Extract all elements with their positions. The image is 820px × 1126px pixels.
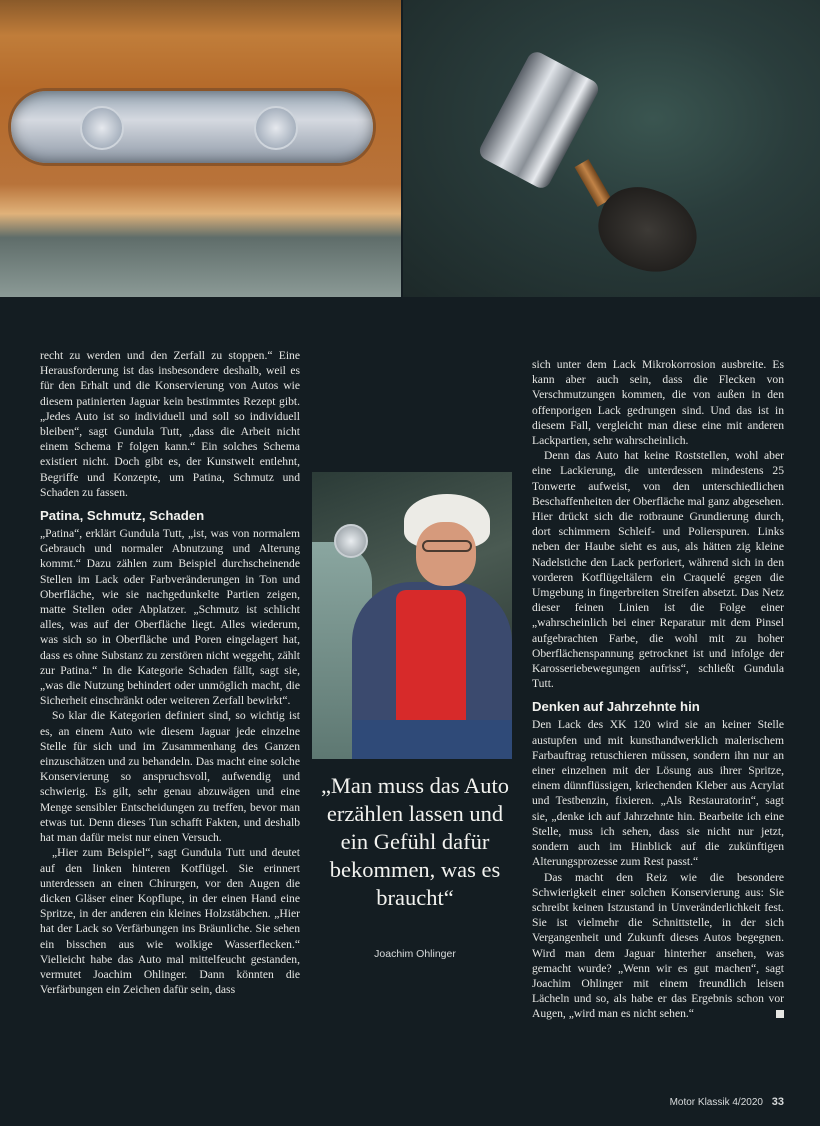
subheading: Denken auf Jahrzehnte hin	[532, 699, 700, 715]
paragraph-last	[532, 870, 784, 1022]
glasses-icon	[422, 540, 472, 552]
paragraph: So klar die Kategorien definiert sind, so wichtig ist es, an einem Auto wie diesem Jaguar jede einzelne Stelle für sich und im Zusammenhang des Ganzen einzuschätzen und zu behandeln. Das macht eine solche Konservierung so anspruchsvoll, aufwendig und schwierig. Es gilt, sehr genau abzuwägen und eine Menge sensibler Entscheidungen zu treffen, bevor man etwas tut. Denn dieses Tun schafft Fakten, und deshalb hat man dafür meist nur einen Versuch.	[40, 709, 300, 845]
paragraph-text: Das macht den Reiz wie die besondere Schwierigkeit einer solchen Konservierung aus: Sie schreibt keinen Istzustand in Unveränderlichkeit fest. Sie ist vielmehr die Schnittstelle, in der sich Vergangenheit und Zukunft dieses Autos begegnen. Wird man dem Jaguar hinterher ansehen, was gemacht wurde? „Wenn wir es gut machen“, sagt Joachim Ohlinger mit einem freundlich leisen Lächeln und so, als habe er das Ergebnis schon vor Augen, „wird man es nicht sehen.“	[532, 870, 784, 1021]
paragraph: Denn das Auto hat keine Roststellen, wohl aber eine Lackierung, die unterdessen mindestens 25 Tonwerte aufweist, von den unterschiedlichen Beschaffenheiten der Oberfläche mal ganz abgesehen. Hier drückt sich die rotbraune Grundierung durch, dort schimmern Schleif- und Polierspuren. Links neben der Haube sieht es aus, als hätten zig kleine Nadelstiche den Lack perforiert, während sich in den vorderen Kotflügeltälern ein Craquelé gegen die Umgebung in fingerbreiten Streifen absetzt. Das Netz dieser feinen Linien ist die Folge einer „wahrscheinlich bei einer Reparatur mit dem Pinsel aufgebrachten Farbe, die wohl mit zu hoher Oberflächenspannung getrocknet ist und infolge der Karosseriebewegungen aufriss“, schließt Gundula Tutt.	[532, 449, 784, 691]
paragraph: „Hier zum Beispiel“, sagt Gundula Tutt und deutet auf den linken hinteren Kotflügel. Sie erinnert unterdessen an einen Chirurgen, vor den Augen die dicken Gläser einer Kopflupe, in der einen Hand eine Spritze, in der anderen ein kleines Holzstäbchen. „Hier hat der Lack so Verfärbungen ins Bräunliche. Sie sehen ein bisschen aus wie wolkige Wasserflecken.“ Vielleicht habe das Auto mal mittelfeucht gestanden, vermutet Joachim Ohlinger. Dann könnten die Verfärbungen ein Zeichen dafür sein, dass	[40, 846, 300, 997]
portrait-photo	[312, 472, 512, 759]
quote-author: Joachim Ohlinger	[374, 948, 456, 960]
article-column-right	[532, 357, 784, 1022]
page-number: 33	[771, 1096, 784, 1108]
mirror-icon	[334, 524, 368, 558]
dashboard-window	[8, 88, 376, 166]
gauge-icon	[80, 106, 124, 150]
paragraph: recht zu werden und den Zerfall zu stoppen.“ Eine Herausforderung ist das insbesondere deshalb, weil es für den Erhalt und die Konservierung von Autos wie diesem patinierten Jaguar kein bestimmtes Rezept gibt. „Jedes Auto ist so individuell und soll so individuell bleiben“, sagt Gundula Tutt, „dass die Arbeit nicht einem Schema F folgen kann.“ Ein solches Schema existiert nicht. Doch gibt es, der Kunstwelt entlehnt, Begriffe und Konzepte, um Patina, Schmutz und Schaden zu fassen.	[40, 349, 300, 499]
end-mark-icon	[776, 1010, 784, 1018]
subheading: Patina, Schmutz, Schaden	[40, 508, 205, 524]
paragraph: Den Lack des XK 120 wird sie an keiner Stelle austupfen und mit kunsthandwerklich malerischem Farbauftrag retuschieren müssen, sondern ihn nur an einer einzelnen mit der Lösung aus ihrer Spritze, einem dünnflüssigen, kriechenden Kleber aus Acrylat und Testbenzin, fixieren. „Als Restauratorin“, sagt sie, „denke ich auf Jahrzehnte hin. Bearbeite ich eine Stelle, muss ich sehen, dass sie nicht nur jetzt, sondern auch im Hinblick auf die zukünftigen Alterungsprozesse zum Rest passt.“	[532, 718, 784, 869]
magazine-issue: Motor Klassik 4/2020	[669, 1097, 763, 1108]
pull-quote: „Man muss das Auto erzählen lassen und ein Gefühl dafür bekommen, was es braucht“	[320, 773, 510, 910]
dashboard-photo	[0, 0, 401, 297]
article-column-left	[40, 348, 300, 997]
person-jeans	[352, 720, 512, 759]
gauge-icon	[254, 106, 298, 150]
person-face	[416, 522, 476, 586]
person-shirt	[396, 590, 466, 740]
paragraph: sich unter dem Lack Mikrokorrosion ausbreite. Es kann aber auch sein, dass die Flecken von Verschmutzungen kommen, die von außen in den offenporigen Lack gedrungen sind. Und das ist in diesem Fall, vergleicht man diese eine mit anderen Lackpartien, sehr wahrscheinlich.	[532, 358, 784, 448]
paragraph: „Patina“, erklärt Gundula Tutt, „ist, was von normalem Gebrauch und normaler Abnutzung und Alterung kommt.“ Dazu zählen zum Beispiel durchscheinende Stellen im Lack oder Farbveränderungen in Ton und Oberfläche, wie sie nachgedunkelte Partien zeigen, matte Stellen oder Abplatzer. „Schmutz ist schlicht alles, was auf der Oberfläche liegt. Alles wiederum, was sich so in Oberfläche und Poren eingelagert hat, dass es ohne Substanz zu zerstören nicht weggeht, zählt zur Patina.“ In die Kategorie Schaden fällt, sagt sie, „was die Nutzung behindert oder unmöglich macht, die Sicherheit einschränkt oder weiteren Zerfall bewirkt“.	[40, 527, 300, 708]
page-footer	[670, 1096, 784, 1108]
